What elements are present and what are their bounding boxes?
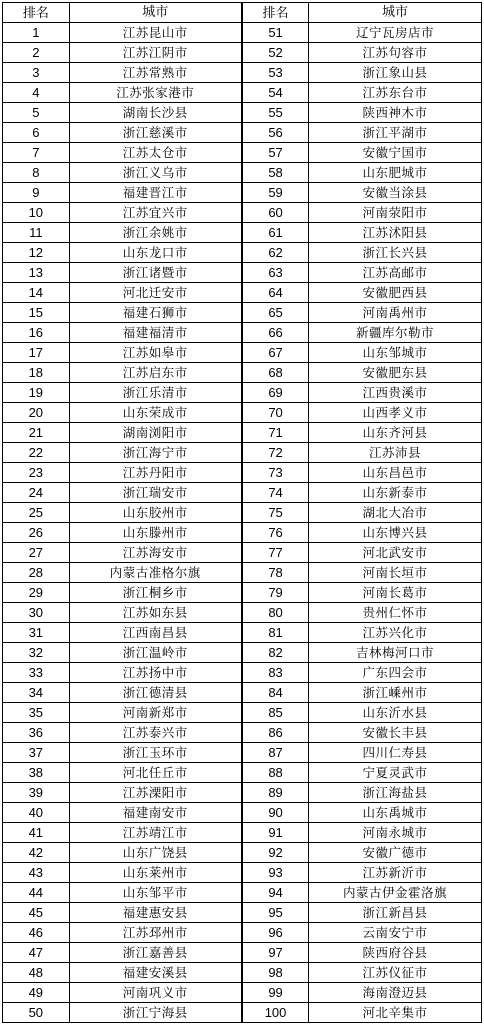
city-cell-right: 河北武安市 (309, 543, 482, 563)
rank-cell-left: 9 (3, 183, 70, 203)
city-cell-right: 河南永城市 (309, 823, 482, 843)
city-cell-right: 陕西神木市 (309, 103, 482, 123)
rank-cell-right: 97 (242, 943, 309, 963)
city-cell-right: 江西贵溪市 (309, 383, 482, 403)
city-cell-left: 浙江桐乡市 (69, 583, 242, 603)
rank-cell-right: 62 (242, 243, 309, 263)
table-row (3, 743, 482, 763)
rank-cell-left: 8 (3, 163, 70, 183)
city-cell-right: 河北辛集市 (309, 1003, 482, 1023)
city-cell-left: 江苏邳州市 (69, 923, 242, 943)
rank-cell-right: 99 (242, 983, 309, 1003)
city-cell-left: 山东龙口市 (69, 243, 242, 263)
rank-cell-left: 6 (3, 123, 70, 143)
header-city-right: 城市 (309, 3, 482, 23)
ranking-table-container (2, 2, 482, 1023)
city-cell-right: 江苏句容市 (309, 43, 482, 63)
table-row (3, 383, 482, 403)
table-row (3, 963, 482, 983)
table-row (3, 483, 482, 503)
rank-cell-right: 82 (242, 643, 309, 663)
rank-cell-right: 89 (242, 783, 309, 803)
city-cell-left: 江苏江阴市 (69, 43, 242, 63)
rank-cell-left: 21 (3, 423, 70, 443)
rank-cell-left: 5 (3, 103, 70, 123)
rank-cell-right: 86 (242, 723, 309, 743)
rank-cell-right: 55 (242, 103, 309, 123)
city-cell-left: 湖南长沙县 (69, 103, 242, 123)
city-cell-right: 安徽宁国市 (309, 143, 482, 163)
table-row (3, 643, 482, 663)
table-body (3, 23, 482, 1023)
city-cell-right: 浙江嵊州市 (309, 683, 482, 703)
rank-cell-right: 79 (242, 583, 309, 603)
rank-cell-right: 75 (242, 503, 309, 523)
city-cell-left: 江苏溧阳市 (69, 783, 242, 803)
city-cell-left: 浙江温岭市 (69, 643, 242, 663)
table-row (3, 883, 482, 903)
table-row (3, 563, 482, 583)
header-rank-left: 排名 (3, 3, 70, 23)
city-cell-right: 山东新泰市 (309, 483, 482, 503)
table-row (3, 903, 482, 923)
city-cell-right: 新疆库尔勒市 (309, 323, 482, 343)
rank-cell-left: 4 (3, 83, 70, 103)
city-cell-right: 江苏沛县 (309, 443, 482, 463)
rank-cell-right: 83 (242, 663, 309, 683)
rank-cell-left: 18 (3, 363, 70, 383)
city-cell-left: 河北迁安市 (69, 283, 242, 303)
rank-cell-right: 84 (242, 683, 309, 703)
rank-cell-left: 39 (3, 783, 70, 803)
table-row (3, 143, 482, 163)
city-cell-right: 山东齐河县 (309, 423, 482, 443)
city-cell-right: 山东博兴县 (309, 523, 482, 543)
table-row (3, 703, 482, 723)
city-cell-left: 山东莱州市 (69, 863, 242, 883)
city-cell-right: 江苏新沂市 (309, 863, 482, 883)
city-cell-left: 河南巩义市 (69, 983, 242, 1003)
rank-cell-left: 35 (3, 703, 70, 723)
rank-cell-left: 24 (3, 483, 70, 503)
city-cell-left: 山东胶州市 (69, 503, 242, 523)
rank-cell-right: 94 (242, 883, 309, 903)
table-row (3, 803, 482, 823)
table-row (3, 43, 482, 63)
rank-cell-left: 19 (3, 383, 70, 403)
city-cell-right: 宁夏灵武市 (309, 763, 482, 783)
rank-cell-right: 53 (242, 63, 309, 83)
city-cell-left: 浙江余姚市 (69, 223, 242, 243)
table-row (3, 683, 482, 703)
rank-cell-right: 93 (242, 863, 309, 883)
city-cell-right: 江苏东台市 (309, 83, 482, 103)
rank-cell-right: 68 (242, 363, 309, 383)
table-row (3, 823, 482, 843)
rank-cell-left: 15 (3, 303, 70, 323)
rank-cell-right: 64 (242, 283, 309, 303)
rank-cell-right: 98 (242, 963, 309, 983)
rank-cell-right: 85 (242, 703, 309, 723)
city-cell-right: 山东肥城市 (309, 163, 482, 183)
table-header-row (3, 3, 482, 23)
city-cell-left: 江苏海安市 (69, 543, 242, 563)
table-row (3, 783, 482, 803)
rank-cell-left: 41 (3, 823, 70, 843)
city-cell-left: 福建晋江市 (69, 183, 242, 203)
city-cell-left: 山东广饶县 (69, 843, 242, 863)
table-row (3, 663, 482, 683)
table-row (3, 183, 482, 203)
rank-cell-right: 67 (242, 343, 309, 363)
rank-cell-left: 12 (3, 243, 70, 263)
rank-cell-left: 1 (3, 23, 70, 43)
city-cell-left: 江苏泰兴市 (69, 723, 242, 743)
city-cell-right: 江苏高邮市 (309, 263, 482, 283)
table-row (3, 243, 482, 263)
rank-cell-right: 77 (242, 543, 309, 563)
table-row (3, 543, 482, 563)
header-rank-right: 排名 (242, 3, 309, 23)
city-cell-left: 内蒙古准格尔旗 (69, 563, 242, 583)
rank-cell-left: 38 (3, 763, 70, 783)
city-cell-right: 辽宁瓦房店市 (309, 23, 482, 43)
rank-cell-right: 66 (242, 323, 309, 343)
table-row (3, 263, 482, 283)
table-row (3, 203, 482, 223)
rank-cell-right: 59 (242, 183, 309, 203)
city-cell-right: 河南禹州市 (309, 303, 482, 323)
rank-cell-right: 73 (242, 463, 309, 483)
rank-cell-right: 65 (242, 303, 309, 323)
table-row (3, 163, 482, 183)
table-row (3, 303, 482, 323)
rank-cell-left: 11 (3, 223, 70, 243)
table-row (3, 523, 482, 543)
rank-cell-left: 14 (3, 283, 70, 303)
table-row (3, 943, 482, 963)
city-cell-right: 河南长垣市 (309, 563, 482, 583)
rank-cell-right: 51 (242, 23, 309, 43)
city-cell-right: 河南长葛市 (309, 583, 482, 603)
table-row (3, 763, 482, 783)
city-cell-left: 江西南昌县 (69, 623, 242, 643)
rank-cell-left: 34 (3, 683, 70, 703)
rank-cell-right: 69 (242, 383, 309, 403)
rank-cell-left: 26 (3, 523, 70, 543)
rank-cell-right: 60 (242, 203, 309, 223)
rank-cell-left: 36 (3, 723, 70, 743)
city-cell-right: 江苏仪征市 (309, 963, 482, 983)
rank-cell-right: 72 (242, 443, 309, 463)
city-cell-right: 安徽当涂县 (309, 183, 482, 203)
header-city-left: 城市 (69, 3, 242, 23)
rank-cell-left: 7 (3, 143, 70, 163)
table-row (3, 123, 482, 143)
table-row (3, 423, 482, 443)
city-cell-right: 海南澄迈县 (309, 983, 482, 1003)
city-cell-right: 贵州仁怀市 (309, 603, 482, 623)
city-cell-left: 福建安溪县 (69, 963, 242, 983)
table-row (3, 363, 482, 383)
table-row (3, 623, 482, 643)
rank-cell-left: 45 (3, 903, 70, 923)
table-row (3, 863, 482, 883)
city-cell-right: 江苏兴化市 (309, 623, 482, 643)
city-cell-right: 山东邹城市 (309, 343, 482, 363)
rank-cell-left: 33 (3, 663, 70, 683)
rank-cell-left: 22 (3, 443, 70, 463)
rank-cell-left: 25 (3, 503, 70, 523)
city-cell-left: 福建福清市 (69, 323, 242, 343)
table-row (3, 583, 482, 603)
city-cell-left: 浙江德清县 (69, 683, 242, 703)
city-cell-left: 江苏靖江市 (69, 823, 242, 843)
rank-cell-left: 44 (3, 883, 70, 903)
city-cell-left: 河南新郑市 (69, 703, 242, 723)
rank-cell-right: 96 (242, 923, 309, 943)
city-cell-left: 江苏如东县 (69, 603, 242, 623)
rank-cell-right: 92 (242, 843, 309, 863)
rank-cell-left: 42 (3, 843, 70, 863)
city-cell-left: 浙江义乌市 (69, 163, 242, 183)
city-cell-left: 湖南浏阳市 (69, 423, 242, 443)
city-cell-left: 江苏丹阳市 (69, 463, 242, 483)
rank-cell-right: 70 (242, 403, 309, 423)
table-row (3, 323, 482, 343)
city-cell-left: 浙江宁海县 (69, 1003, 242, 1023)
rank-cell-right: 78 (242, 563, 309, 583)
rank-cell-left: 13 (3, 263, 70, 283)
city-cell-left: 浙江乐清市 (69, 383, 242, 403)
rank-cell-left: 30 (3, 603, 70, 623)
rank-cell-right: 90 (242, 803, 309, 823)
rank-cell-right: 95 (242, 903, 309, 923)
rank-cell-right: 91 (242, 823, 309, 843)
rank-cell-right: 63 (242, 263, 309, 283)
city-cell-left: 江苏常熟市 (69, 63, 242, 83)
city-cell-left: 江苏张家港市 (69, 83, 242, 103)
rank-cell-left: 47 (3, 943, 70, 963)
city-cell-right: 安徽长丰县 (309, 723, 482, 743)
city-cell-right: 山东沂水县 (309, 703, 482, 723)
table-row (3, 23, 482, 43)
rank-cell-left: 17 (3, 343, 70, 363)
city-cell-left: 山东荣成市 (69, 403, 242, 423)
rank-cell-right: 76 (242, 523, 309, 543)
rank-cell-left: 48 (3, 963, 70, 983)
table-row (3, 603, 482, 623)
rank-cell-left: 40 (3, 803, 70, 823)
city-cell-right: 安徽肥东县 (309, 363, 482, 383)
rank-cell-right: 52 (242, 43, 309, 63)
ranking-table (2, 2, 482, 1023)
rank-cell-left: 37 (3, 743, 70, 763)
rank-cell-left: 49 (3, 983, 70, 1003)
city-cell-right: 山西孝义市 (309, 403, 482, 423)
city-cell-left: 浙江玉环市 (69, 743, 242, 763)
rank-cell-right: 54 (242, 83, 309, 103)
rank-cell-left: 32 (3, 643, 70, 663)
table-row (3, 463, 482, 483)
city-cell-right: 山东禹城市 (309, 803, 482, 823)
city-cell-left: 浙江海宁市 (69, 443, 242, 463)
table-row (3, 63, 482, 83)
city-cell-left: 福建惠安县 (69, 903, 242, 923)
rank-cell-right: 74 (242, 483, 309, 503)
rank-cell-right: 87 (242, 743, 309, 763)
city-cell-right: 浙江长兴县 (309, 243, 482, 263)
rank-cell-right: 88 (242, 763, 309, 783)
rank-cell-left: 23 (3, 463, 70, 483)
table-row (3, 223, 482, 243)
table-row (3, 1003, 482, 1023)
city-cell-left: 山东滕州市 (69, 523, 242, 543)
table-row (3, 103, 482, 123)
city-cell-left: 浙江瑞安市 (69, 483, 242, 503)
city-cell-right: 内蒙古伊金霍洛旗 (309, 883, 482, 903)
table-row (3, 83, 482, 103)
table-row (3, 723, 482, 743)
rank-cell-left: 46 (3, 923, 70, 943)
city-cell-right: 浙江新昌县 (309, 903, 482, 923)
table-row (3, 923, 482, 943)
city-cell-left: 江苏启东市 (69, 363, 242, 383)
rank-cell-right: 61 (242, 223, 309, 243)
table-row (3, 503, 482, 523)
rank-cell-right: 81 (242, 623, 309, 643)
rank-cell-left: 16 (3, 323, 70, 343)
rank-cell-left: 50 (3, 1003, 70, 1023)
city-cell-right: 安徽广德市 (309, 843, 482, 863)
rank-cell-right: 58 (242, 163, 309, 183)
rank-cell-left: 27 (3, 543, 70, 563)
city-cell-left: 江苏宜兴市 (69, 203, 242, 223)
city-cell-left: 浙江诸暨市 (69, 263, 242, 283)
city-cell-left: 江苏扬中市 (69, 663, 242, 683)
city-cell-right: 河南荥阳市 (309, 203, 482, 223)
rank-cell-right: 57 (242, 143, 309, 163)
table-row (3, 443, 482, 463)
table-row (3, 283, 482, 303)
rank-cell-right: 71 (242, 423, 309, 443)
city-cell-right: 山东昌邑市 (309, 463, 482, 483)
city-cell-right: 广东四会市 (309, 663, 482, 683)
rank-cell-left: 29 (3, 583, 70, 603)
city-cell-right: 安徽肥西县 (309, 283, 482, 303)
city-cell-right: 吉林梅河口市 (309, 643, 482, 663)
table-row (3, 343, 482, 363)
city-cell-right: 陕西府谷县 (309, 943, 482, 963)
rank-cell-left: 20 (3, 403, 70, 423)
city-cell-left: 浙江慈溪市 (69, 123, 242, 143)
city-cell-left: 江苏太仓市 (69, 143, 242, 163)
table-row (3, 983, 482, 1003)
city-cell-right: 江苏沭阳县 (309, 223, 482, 243)
rank-cell-left: 31 (3, 623, 70, 643)
rank-cell-right: 100 (242, 1003, 309, 1023)
city-cell-right: 浙江海盐县 (309, 783, 482, 803)
city-cell-left: 江苏昆山市 (69, 23, 242, 43)
city-cell-left: 山东邹平市 (69, 883, 242, 903)
table-row (3, 843, 482, 863)
city-cell-left: 福建南安市 (69, 803, 242, 823)
city-cell-right: 浙江象山县 (309, 63, 482, 83)
rank-cell-right: 56 (242, 123, 309, 143)
rank-cell-left: 28 (3, 563, 70, 583)
city-cell-left: 河北任丘市 (69, 763, 242, 783)
city-cell-left: 江苏如皋市 (69, 343, 242, 363)
rank-cell-left: 2 (3, 43, 70, 63)
city-cell-right: 浙江平湖市 (309, 123, 482, 143)
table-row (3, 403, 482, 423)
city-cell-right: 四川仁寿县 (309, 743, 482, 763)
city-cell-right: 云南安宁市 (309, 923, 482, 943)
rank-cell-left: 3 (3, 63, 70, 83)
rank-cell-left: 43 (3, 863, 70, 883)
city-cell-left: 浙江嘉善县 (69, 943, 242, 963)
rank-cell-right: 80 (242, 603, 309, 623)
city-cell-left: 福建石狮市 (69, 303, 242, 323)
city-cell-right: 湖北大冶市 (309, 503, 482, 523)
rank-cell-left: 10 (3, 203, 70, 223)
